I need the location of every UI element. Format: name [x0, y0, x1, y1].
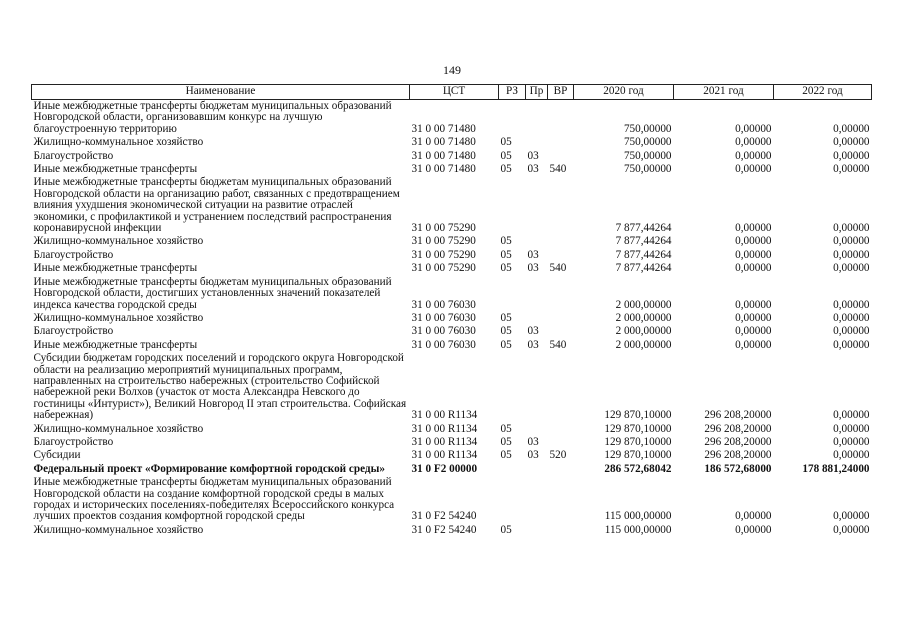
row-name-cell: Иные межбюджетные трансферты бюджетам муниципальных образований Новгородской области, организовавшим конкурс на лучшую благоустроенную территорию: [33, 100, 392, 135]
row-name-cell: Благоустройство: [33, 149, 114, 162]
table-row: [32, 150, 872, 163]
row-2020-value: 115 000,00000: [604, 510, 672, 523]
row-2021-value: 0,00000: [735, 149, 772, 162]
row-code-cell: 31 0 00 76030: [411, 311, 476, 324]
table-row: [32, 163, 872, 176]
row-vr-cell: [548, 423, 574, 436]
row-name-cell: Иные межбюджетные трансферты бюджетам муниципальных образований Новгородской области на создание комфортной городской среды в малых городах и исторических поселениях-победителях Всероссийского конкурса лучших проектов создания комфортной городской среды: [33, 476, 395, 523]
row-2021-value: 296 208,20000: [704, 449, 772, 462]
row-pr-cell: [526, 235, 548, 248]
row-rz-cell: 05: [500, 235, 512, 248]
row-pr-cell: [526, 100, 548, 137]
row-2022-value: 178 881,24000: [802, 462, 870, 475]
row-vr-cell: [548, 463, 574, 476]
row-vr-cell: [548, 249, 574, 262]
header-2020: 2020 год: [574, 85, 674, 100]
row-2022-value: 0,00000: [833, 248, 870, 261]
row-2022-value: 0,00000: [833, 149, 870, 162]
row-code-cell: 31 0 00 76030: [411, 338, 476, 351]
row-vr-cell: [548, 100, 574, 137]
row-2022-value: 0,00000: [833, 122, 870, 135]
table-row: [32, 276, 872, 312]
row-name-cell: Благоустройство: [33, 325, 114, 338]
row-2022-value: 0,00000: [833, 422, 870, 435]
row-2022-value: 0,00000: [833, 136, 870, 149]
row-name-cell: Жилищно-коммунальное хозяйство: [33, 235, 204, 248]
row-pr-cell: 03: [527, 248, 539, 261]
row-2020-value: 750,00000: [623, 163, 672, 176]
row-name-cell: Благоустройство: [33, 435, 114, 448]
row-code-cell: 31 0 F2 00000: [411, 462, 478, 475]
row-2022-value: 0,00000: [833, 163, 870, 176]
row-code-cell: 31 0 00 75290: [411, 222, 476, 235]
row-pr-cell: [526, 352, 548, 422]
table-row: [32, 136, 872, 149]
row-pr-cell: 03: [527, 149, 539, 162]
row-vr-cell: [548, 276, 574, 312]
row-code-cell: 31 0 00 R1134: [411, 422, 478, 435]
row-2022-value: 0,00000: [833, 435, 870, 448]
row-name-cell: Жилищно-коммунальное хозяйство: [33, 136, 204, 149]
table-row: [32, 176, 872, 235]
row-pr-cell: [526, 476, 548, 524]
row-2021-value: 0,00000: [735, 235, 772, 248]
row-vr-cell: [548, 476, 574, 524]
row-2022-value: 0,00000: [833, 262, 870, 275]
row-code-cell: 31 0 00 R1134: [411, 409, 478, 422]
row-2020-value: 2 000,00000: [615, 311, 672, 324]
row-2020-value: 129 870,10000: [604, 422, 672, 435]
row-2022-value: 0,00000: [833, 222, 870, 235]
row-rz-cell: 05: [500, 523, 512, 536]
row-pr-cell: [526, 176, 548, 235]
row-2020-value: 7 877,44264: [615, 235, 672, 248]
row-rz-cell: 05: [500, 248, 512, 261]
row-code-cell: 31 0 00 75290: [411, 248, 476, 261]
row-code-cell: 31 0 00 71480: [411, 122, 476, 135]
table-row: [32, 312, 872, 325]
row-vr-cell: 520: [549, 449, 567, 462]
row-2022-value: 0,00000: [833, 449, 870, 462]
row-2021-value: 296 208,20000: [704, 435, 772, 448]
row-2021-value: 0,00000: [735, 262, 772, 275]
row-vr-cell: 540: [549, 338, 567, 351]
row-2021-value: 0,00000: [735, 136, 772, 149]
row-pr-cell: [526, 423, 548, 436]
row-code-cell: 31 0 00 71480: [411, 163, 476, 176]
table-row: [32, 235, 872, 248]
row-2021-value: 0,00000: [735, 222, 772, 235]
row-rz-cell: 05: [500, 311, 512, 324]
row-name-cell: Иные межбюджетные трансферты: [33, 163, 198, 176]
row-rz-cell: [499, 352, 526, 422]
row-vr-cell: 540: [549, 163, 567, 176]
table-row: [32, 524, 872, 537]
row-rz-cell: [499, 463, 526, 476]
row-rz-cell: 05: [500, 422, 512, 435]
row-2020-value: 2 000,00000: [615, 298, 672, 311]
row-rz-cell: [499, 100, 526, 137]
row-2021-value: 0,00000: [735, 510, 772, 523]
row-2022-value: 0,00000: [833, 409, 870, 422]
row-vr-cell: [548, 235, 574, 248]
table-row: [32, 262, 872, 275]
row-2022-value: 0,00000: [833, 510, 870, 523]
row-2022-value: 0,00000: [833, 523, 870, 536]
row-2020-value: 7 877,44264: [615, 262, 672, 275]
row-2021-value: 0,00000: [735, 298, 772, 311]
row-vr-cell: [548, 352, 574, 422]
row-2022-value: 0,00000: [833, 325, 870, 338]
row-2021-value: 0,00000: [735, 338, 772, 351]
row-2020-value: 750,00000: [623, 149, 672, 162]
row-2021-value: 296 208,20000: [704, 422, 772, 435]
row-2021-value: 0,00000: [735, 311, 772, 324]
table-row: [32, 476, 872, 524]
row-name-cell: Жилищно-коммунальное хозяйство: [33, 422, 204, 435]
row-2021-value: 0,00000: [735, 523, 772, 536]
row-2020-value: 2 000,00000: [615, 338, 672, 351]
row-rz-cell: [499, 276, 526, 312]
row-code-cell: 31 0 F2 54240: [411, 523, 477, 536]
row-pr-cell: [526, 524, 548, 537]
row-pr-cell: [526, 312, 548, 325]
row-2022-value: 0,00000: [833, 338, 870, 351]
row-name-cell: Жилищно-коммунальное хозяйство: [33, 311, 204, 324]
table-row: [32, 249, 872, 262]
row-code-cell: 31 0 F2 54240: [411, 510, 477, 523]
row-rz-cell: [499, 176, 526, 235]
row-pr-cell: [526, 136, 548, 149]
row-vr-cell: [548, 312, 574, 325]
row-2022-value: 0,00000: [833, 311, 870, 324]
row-2021-value: 0,00000: [735, 122, 772, 135]
row-rz-cell: 05: [500, 325, 512, 338]
row-name-cell: Иные межбюджетные трансферты: [33, 338, 198, 351]
header-vr: ВР: [548, 85, 574, 100]
row-2020-value: 7 877,44264: [615, 248, 672, 261]
row-rz-cell: 05: [500, 163, 512, 176]
row-code-cell: 31 0 00 71480: [411, 149, 476, 162]
page-number: 149: [443, 63, 461, 77]
row-name-cell: Федеральный проект «Формирование комфортной городской среды»: [33, 462, 385, 475]
row-code-cell: 31 0 00 75290: [411, 262, 476, 275]
row-name-cell: Субсидии бюджетам городских поселений и городского округа Новгородской области на реализацию мероприятий муниципальных программ, направленных на строительство набережных (строительство Софийской набережной реки Волхов (участок от моста Александра Невского до гостиницы «Интурист»), Великий Новгород II этап строительства. Софийская набережная): [33, 352, 407, 422]
row-2020-value: 129 870,10000: [604, 435, 672, 448]
row-code-cell: 31 0 00 R1134: [411, 449, 478, 462]
row-code-cell: 31 0 00 76030: [411, 325, 476, 338]
row-name-cell: Иные межбюджетные трансферты бюджетам муниципальных образований Новгородской области на организацию работ, связанных с предотвращением влияния ухудшения экономической ситуации на развитие отраслей экономики, с профилактикой и устранением последствий распространения коронавирусной инфекции: [33, 176, 400, 235]
row-2020-value: 750,00000: [623, 136, 672, 149]
row-code-cell: 31 0 00 75290: [411, 235, 476, 248]
row-pr-cell: [526, 276, 548, 312]
row-2022-value: 0,00000: [833, 235, 870, 248]
row-2020-value: 129 870,10000: [604, 409, 672, 422]
table-row: [32, 449, 872, 462]
header-rz: РЗ: [499, 85, 526, 100]
row-2020-value: 115 000,00000: [604, 523, 672, 536]
row-vr-cell: [548, 325, 574, 338]
row-rz-cell: 05: [500, 338, 512, 351]
header-2021: 2021 год: [674, 85, 774, 100]
row-code-cell: 31 0 00 76030: [411, 298, 476, 311]
budget-table: [31, 84, 872, 537]
row-2021-value: 186 572,68000: [704, 462, 772, 475]
row-name-cell: Субсидии: [33, 449, 81, 462]
row-vr-cell: 540: [549, 262, 567, 275]
row-pr-cell: 03: [527, 449, 539, 462]
header-code: ЦСТ: [410, 85, 499, 100]
table-row: [32, 339, 872, 352]
row-name-cell: Жилищно-коммунальное хозяйство: [33, 523, 204, 536]
row-name-cell: Благоустройство: [33, 248, 114, 261]
row-vr-cell: [548, 150, 574, 163]
row-rz-cell: 05: [500, 449, 512, 462]
header-pr: Пр: [526, 85, 548, 100]
table-row: [32, 100, 872, 137]
row-rz-cell: 05: [500, 149, 512, 162]
row-2021-value: 296 208,20000: [704, 409, 772, 422]
header-name: Наименование: [32, 85, 410, 100]
row-vr-cell: [548, 524, 574, 537]
row-pr-cell: 03: [527, 262, 539, 275]
row-2020-value: 7 877,44264: [615, 222, 672, 235]
row-2022-value: 0,00000: [833, 298, 870, 311]
header-2022: 2022 год: [774, 85, 872, 100]
row-name-cell: Иные межбюджетные трансферты бюджетам муниципальных образований Новгородской области, достигших установленных значений показателей индекса качества городской среды: [33, 275, 392, 311]
row-pr-cell: [526, 463, 548, 476]
row-name-cell: Иные межбюджетные трансферты: [33, 262, 198, 275]
row-2020-value: 129 870,10000: [604, 449, 672, 462]
row-vr-cell: [548, 136, 574, 149]
row-2021-value: 0,00000: [735, 163, 772, 176]
table-header: [32, 85, 872, 100]
row-2020-value: 2 000,00000: [615, 325, 672, 338]
table-body: [32, 100, 872, 538]
table-row: [32, 463, 872, 476]
row-rz-cell: 05: [500, 136, 512, 149]
row-vr-cell: [548, 436, 574, 449]
row-pr-cell: 03: [527, 435, 539, 448]
row-2020-value: 750,00000: [623, 122, 672, 135]
row-2021-value: 0,00000: [735, 248, 772, 261]
row-rz-cell: 05: [500, 262, 512, 275]
row-rz-cell: [499, 476, 526, 524]
row-vr-cell: [548, 176, 574, 235]
row-2021-value: 0,00000: [735, 325, 772, 338]
row-code-cell: 31 0 00 R1134: [411, 435, 478, 448]
row-pr-cell: 03: [527, 163, 539, 176]
row-rz-cell: 05: [500, 435, 512, 448]
table-row: [32, 423, 872, 436]
row-2020-value: 286 572,68042: [604, 462, 672, 475]
table-row: [32, 352, 872, 422]
row-pr-cell: 03: [527, 325, 539, 338]
table-row: [32, 436, 872, 449]
row-code-cell: 31 0 00 71480: [411, 136, 476, 149]
table-row: [32, 325, 872, 338]
row-pr-cell: 03: [527, 338, 539, 351]
